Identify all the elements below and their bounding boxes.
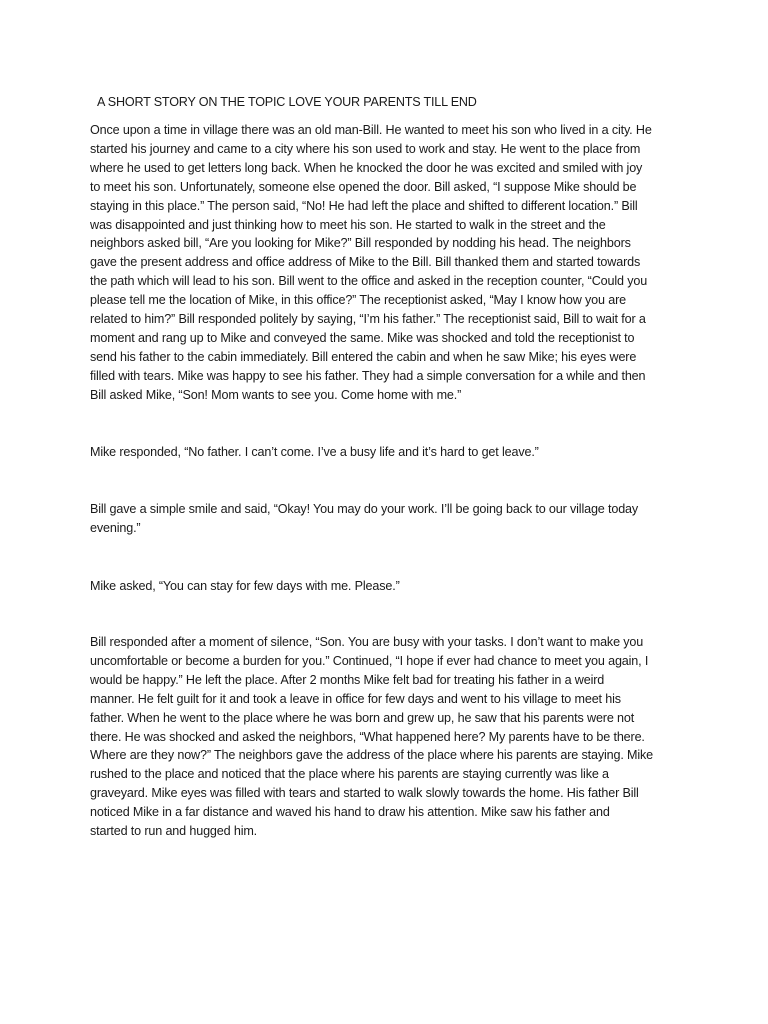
story-paragraph-5 bbox=[90, 633, 690, 841]
text-line: manner. He felt guilt for it and took a leave in office for few days and went to his village to meet his bbox=[90, 691, 621, 706]
story-paragraph-3 bbox=[90, 500, 690, 538]
text-line: Mike asked, “You can stay for few days with me. Please.” bbox=[90, 579, 400, 593]
text-line: to meet his son. Unfortunately, someone else opened the door. Bill asked, “I suppose Mike should be bbox=[90, 179, 637, 194]
text-line: Bill asked Mike, “Son! Mom wants to see you. Come home with me.” bbox=[90, 387, 462, 402]
text-line: Once upon a time in village there was an old man-Bill. He wanted to meet his son who lived in a city. He bbox=[90, 123, 652, 137]
text-line: would be happy.” He left the place. After 2 months Mike felt bad for treating his father in a weird bbox=[90, 672, 605, 687]
text-line: noticed Mike in a far distance and waved his hand to draw his attention. Mike saw his father and bbox=[90, 805, 610, 820]
text-line: started to run and hugged him. bbox=[90, 824, 258, 839]
text-line: send his father to the cabin immediately. Bill entered the cabin and when he saw Mike; his eyes were bbox=[90, 349, 637, 364]
story-paragraph-4 bbox=[90, 577, 690, 596]
text-line: moment and rang up to Mike and conveyed the same. Mike was shocked and told the receptionist to bbox=[90, 330, 635, 345]
text-line: started his journey and came to a city where his son used to work and stay. He went to the place from bbox=[90, 141, 641, 156]
text-line: graveyard. Mike eyes was filled with tears and started to walk slowly towards the home. His father Bill bbox=[90, 786, 639, 801]
text-line: Mike responded, “No father. I can’t come. I’ve a busy life and it’s hard to get leave.” bbox=[90, 445, 539, 459]
text-line: filled with tears. Mike was happy to see his father. They had a simple conversation for a while and then bbox=[90, 368, 646, 383]
text-line: was disappointed and just thinking how to meet his son. He started to walk in the street and the bbox=[90, 217, 606, 232]
text-line: staying in this place.” The person said, “No! He had left the place and shifted to different location.” Bill bbox=[90, 198, 638, 213]
text-line: evening.” bbox=[90, 520, 141, 535]
text-line: Where are they now?” The neighbors gave the address of the place where his parents are staying. Mike bbox=[90, 748, 654, 763]
text-line: Bill gave a simple smile and said, “Okay! You may do your work. I’ll be going back to our village today bbox=[90, 502, 639, 516]
story-paragraph-1 bbox=[90, 121, 690, 405]
text-line: where he used to get letters long back. When he knocked the door he was excited and smiled with joy bbox=[90, 160, 643, 175]
text-line: there. He was shocked and asked the neighbors, “What happened here? My parents have to be there. bbox=[90, 729, 645, 744]
text-line: uncomfortable or become a burden for you.” Continued, “I hope if ever had chance to meet you again, I bbox=[90, 653, 649, 668]
text-line: neighbors asked bill, “Are you looking for Mike?” Bill responded by nodding his head. The neighbors bbox=[90, 236, 631, 251]
text-line: related to him?” Bill responded politely by saying, “I’m his father.” The receptionist said, Bill to wait for a bbox=[90, 312, 646, 327]
text-line: Bill responded after a moment of silence, “Son. You are busy with your tasks. I don’t want to make you bbox=[90, 635, 644, 649]
text-line: rushed to the place and noticed that the place where his parents are staying currently was like a bbox=[90, 767, 609, 782]
text-line: the path which will lead to his son. Bill went to the office and asked in the reception counter, “Could you bbox=[90, 274, 648, 289]
text-line: gave the present address and office address of Mike to the Bill. Bill thanked them and started towards bbox=[90, 255, 641, 270]
text-line: father. When he went to the place where he was born and grew up, he saw that his parents were not bbox=[90, 710, 635, 725]
document-title: A SHORT STORY ON THE TOPIC LOVE YOUR PARENTS TILL END bbox=[97, 95, 477, 109]
story-paragraph-2 bbox=[90, 443, 690, 462]
text-line: please tell me the location of Mike, in this office?” The receptionist asked, “May I know how you are bbox=[90, 293, 626, 308]
